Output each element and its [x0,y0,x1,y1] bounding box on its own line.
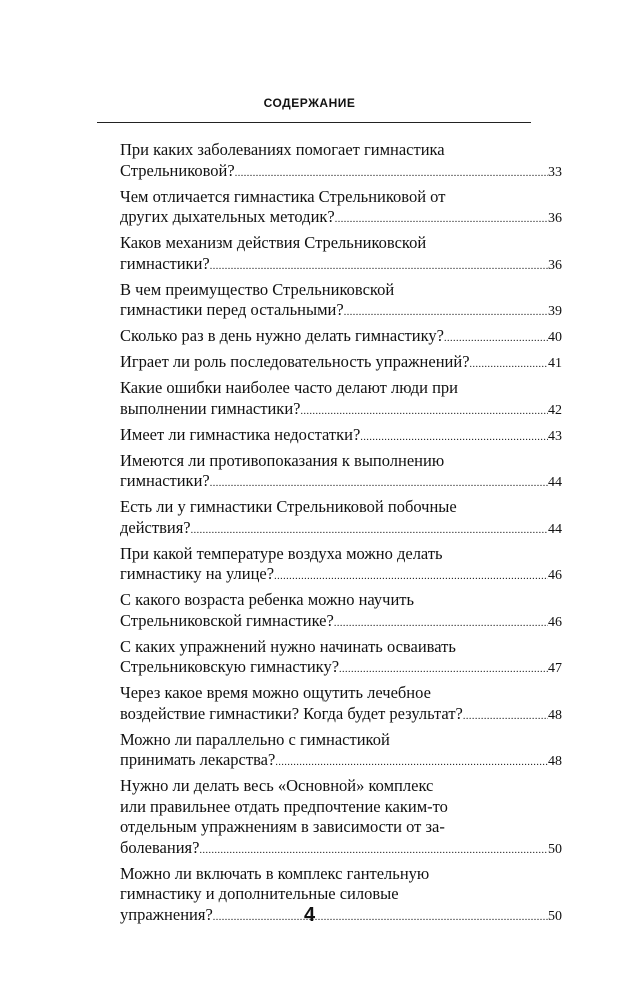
toc-entry[interactable] [120,187,562,231]
toc-page-number: 40 [548,330,562,345]
toc-entry-last-line [120,352,562,376]
toc-entry-text: воздействие гимнастики? Когда будет результат? [120,703,463,723]
toc-page-number: 47 [548,661,562,676]
toc-entry-last-line [120,207,562,231]
dot-leader [210,474,548,495]
toc-page-number: 44 [548,521,562,537]
toc-entry-text: гимнастики? [120,253,210,273]
toc-entry-line: или правильнее отдать предпочтение каким-то [120,796,448,816]
toc-entry-text: гимнастики перед остальными? [120,300,344,319]
toc-page-number: 50 [548,841,562,857]
toc-entry-text: упражнения? [120,904,213,924]
toc-entry-last-line [120,161,562,185]
toc-entry-last-line [120,564,562,588]
toc-entry[interactable] [120,233,562,277]
toc-page-number: 48 [548,754,562,769]
toc-entry[interactable] [120,280,562,324]
section-title: СОДЕРЖАНИЕ [263,96,356,110]
toc-entry-line: При каких заболеваниях помогает гимнастика [120,140,445,159]
toc-page-number: 50 [548,908,562,924]
toc-entry-line: отдельным упражнениям в зависимости от за- [120,817,445,836]
toc-entry-line: Нужно ли делать весь «Основной» комплекс [120,776,434,795]
toc-entry-last-line [120,838,562,862]
toc-page-number: 44 [548,475,562,490]
toc-page-number: 39 [548,304,562,319]
dot-leader [463,707,548,728]
dot-leader [470,355,548,376]
toc-entry-text: действия? [120,517,191,537]
toc-page-number: 42 [548,402,562,418]
toc-entry-text: других дыхательных методик? [120,207,335,226]
dot-leader [360,428,548,449]
toc-entry-last-line [120,657,562,681]
toc-entry[interactable] [120,590,562,634]
toc-entry-last-line [120,399,562,423]
toc-entry-text: выполнении гимнастики? [120,398,301,418]
toc-page-number: 46 [548,614,562,630]
toc-entry-last-line [120,254,562,278]
toc-entry-line: При какой температуре воздуха можно делать [120,543,443,563]
toc-page-number: 43 [548,428,562,444]
toc-entry[interactable] [120,683,562,727]
toc-entry[interactable] [120,352,562,376]
toc-entry-text: принимать лекарства? [120,750,276,769]
dot-leader [274,567,548,588]
toc-entry-last-line [120,300,562,324]
dot-leader [300,402,548,423]
table-of-contents [120,140,562,931]
toc-entry-last-line [120,611,562,635]
toc-entry-last-line [120,425,562,449]
toc-entry-last-line [120,750,562,774]
toc-page-number: 36 [548,211,562,226]
toc-entry-line: С каких упражнений нужно начинать осваивать [120,636,456,656]
toc-entry-text: Имеет ли гимнастика недостатки? [120,424,361,444]
toc-page-number: 41 [548,356,562,371]
toc-entry-text: Играет ли роль последовательность упражнений? [120,352,470,371]
toc-entry-line: Через какое время можно ощутить лечебное [120,683,431,702]
page-number: 4 [303,904,316,926]
toc-entry-line: Есть ли у гимнастики Стрельниковой побочные [120,497,457,516]
toc-entry-line: В чем преимущество Стрельниковской [120,279,395,299]
toc-entry-text: Стрельниковской гимнастике? [120,610,334,630]
toc-entry-line: Каков механизм действия Стрельниковской [120,233,427,252]
toc-entry[interactable] [120,378,562,422]
dot-leader [444,329,548,350]
toc-entry[interactable] [120,637,562,681]
toc-entry-line: С какого возраста ребенка можно научить [120,590,415,609]
dot-leader [344,303,548,324]
toc-page-number: 36 [548,257,562,273]
toc-entry[interactable] [120,776,562,861]
toc-entry[interactable] [120,544,562,588]
toc-entry-last-line [120,326,562,350]
toc-entry-line: Можно ли параллельно с гимнастикой [120,729,390,749]
dot-leader [191,521,548,542]
toc-entry-last-line [120,518,562,542]
toc-entry-text: Стрельниковой? [120,160,235,180]
toc-entry-text: Стрельниковскую гимнастику? [120,657,340,676]
header-rule [97,122,531,123]
dot-leader [339,660,548,681]
dot-leader [334,614,548,635]
dot-leader [210,257,548,278]
toc-entry[interactable] [120,140,562,184]
toc-entry-last-line [120,471,562,495]
toc-entry-line: Можно ли включать в комплекс гантельную [120,863,430,883]
toc-entry-text: болевания? [120,837,200,857]
toc-entry-last-line [120,704,562,728]
toc-entry[interactable] [120,326,562,350]
toc-entry-line: Имеются ли противопоказания к выполнению [120,450,445,470]
dot-leader [275,753,548,774]
toc-entry-line: Чем отличается гимнастика Стрельниковой от [120,186,446,206]
toc-page-number: 48 [548,707,562,723]
toc-page-number: 46 [548,568,562,583]
toc-entry[interactable] [120,730,562,774]
toc-entry[interactable] [120,451,562,495]
toc-entry-line: Какие ошибки наиболее часто делают люди при [120,378,458,397]
toc-page-number: 33 [548,164,562,180]
toc-entry[interactable] [120,425,562,449]
toc-entry-text: Сколько раз в день нужно делать гимнастику? [120,326,444,345]
dot-leader [235,164,548,185]
toc-entry-text: гимнастику на улице? [120,564,275,583]
toc-entry-line: гимнастику и дополнительные силовые [120,884,399,903]
toc-entry[interactable] [120,497,562,541]
dot-leader [335,210,548,231]
dot-leader [199,841,548,862]
toc-entry-text: гимнастики? [120,471,210,490]
